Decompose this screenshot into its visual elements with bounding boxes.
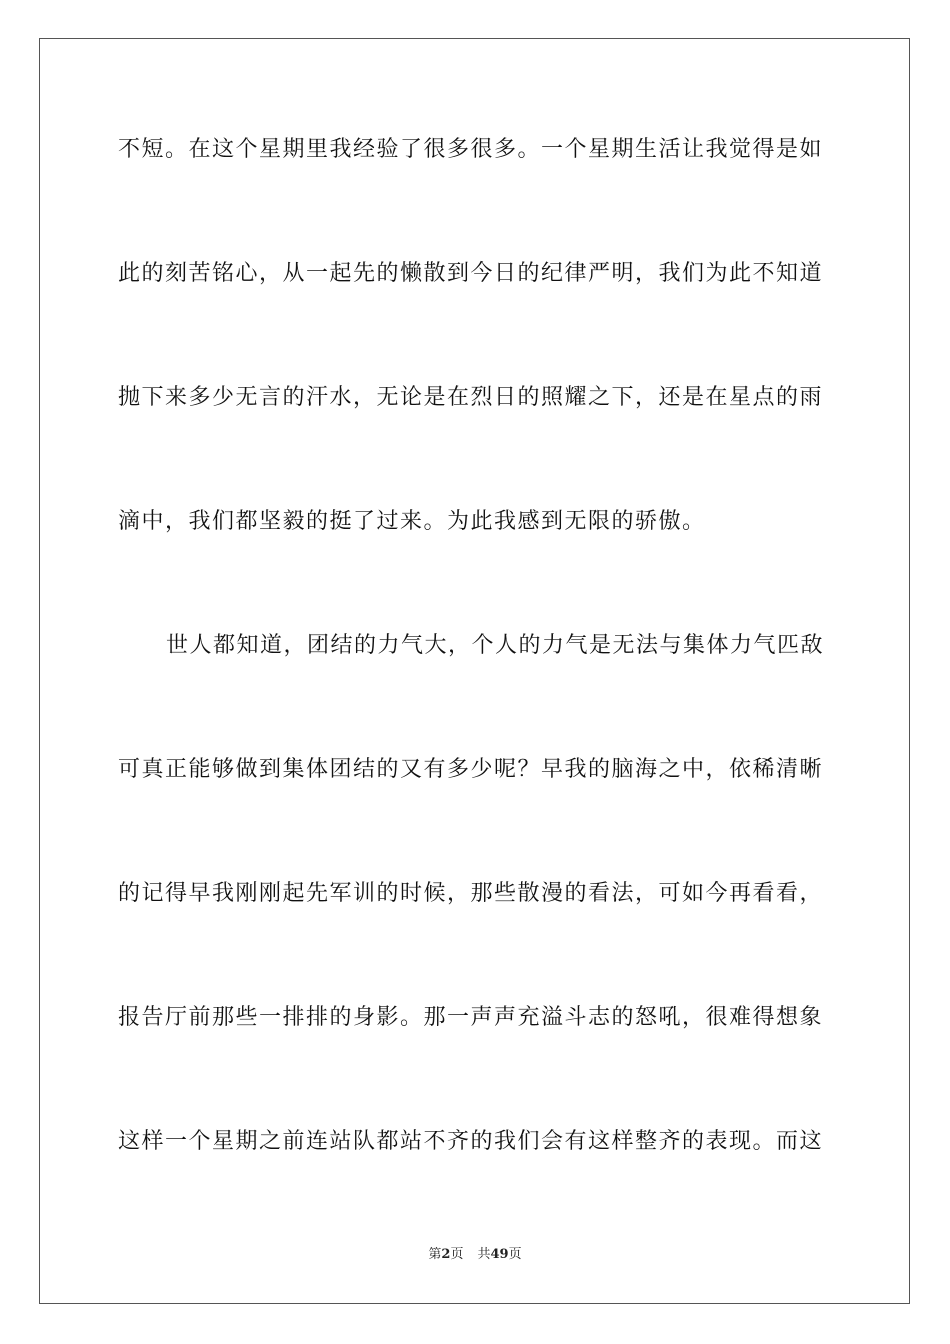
page-border [39,38,910,1304]
paragraph-line: 此的刻苦铭心，从一起先的懒散到今日的纪律严明，我们为此不知道 [118,261,824,286]
paragraph-line: 的记得早我刚刚起先军训的时候，那些散漫的看法，可如今再看看， [118,881,824,906]
paragraph-line: 世人都知道，团结的力气大，个人的力气是无法与集体力气匹敌 [166,633,825,658]
paragraph-line: 抛下来多少无言的汗水，无论是在烈日的照耀之下，还是在星点的雨 [118,385,824,410]
paragraph-line: 可真正能够做到集体团结的又有多少呢？早我的脑海之中，依稀清晰 [118,757,824,782]
paragraph-line: 这样一个星期之前连站队都站不齐的我们会有这样整齐的表现。而这 [118,1129,824,1154]
total-pages: 共49页 [477,1247,522,1262]
paragraph-line: 报告厅前那些一排排的身影。那一声声充溢斗志的怒吼，很难得想象 [118,1005,824,1030]
paragraph-line: 不短。在这个星期里我经验了很多很多。一个星期生活让我觉得是如 [118,137,824,162]
page-number: 第2页 [428,1247,464,1262]
paragraph-line: 滴中，我们都坚毅的挺了过来。为此我感到无限的骄傲。 [118,509,706,534]
page-footer [0,1245,950,1265]
